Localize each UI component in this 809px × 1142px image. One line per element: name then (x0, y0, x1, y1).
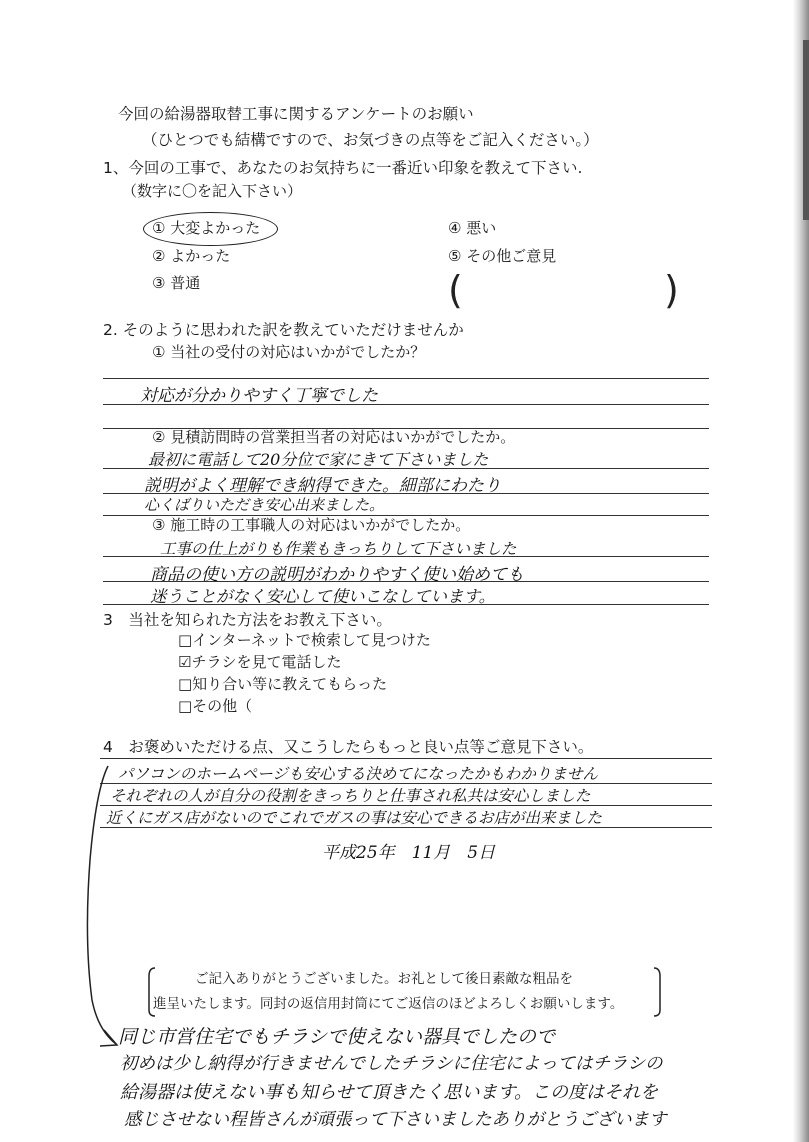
q3-option-flyer: ☑チラシを見て電話した (178, 653, 342, 671)
q1-option-1: ① 大変よかった (152, 219, 261, 237)
date: 平成25年 11月 5日 (322, 843, 496, 863)
q3-question: 3 当社を知られた方法をお教え下さい。 (103, 611, 392, 629)
q2-sub1-answer: 対応が分かりやすく丁寧でした (140, 386, 378, 406)
q4-answer-3: 近くにガス店がないのでこれでガスの事は安心できるお店が出来ました (106, 809, 603, 827)
form-subtitle: （ひとつでも結構ですので、お気づきの点等をご記入ください。） (142, 131, 599, 149)
q2-sub3-answer-1: 工事の仕上がりも作業もきっちりして下さいました (160, 540, 517, 558)
extra-comment-line-2: 初めは少し納得が行きませんでしたチラシに住宅によってはチラシの (120, 1054, 663, 1074)
q2-sub2-question: ② 見積訪問時の営業担当者の対応はいかがでしたか。 (152, 428, 516, 446)
q1-option-3: ③ 普通 (152, 274, 201, 292)
q2-sub3-answer-2: 商品の使い方の説明がわかりやすく使い始めても (150, 565, 524, 585)
q2-sub1-question: ① 当社の受付の対応はいかがでしたか？ (152, 343, 426, 361)
q1-question: 1、今回の工事で、あなたのお気持ちに一番近い印象を教えて下さい. (103, 159, 583, 177)
q3-option-other: □その他（ (178, 697, 253, 715)
open-paren: ( (448, 268, 463, 312)
q2-sub3-answer-3: 迷うことがなく安心して使いこなしています。 (150, 587, 496, 606)
q1-option-2: ② よかった (152, 247, 231, 265)
closing-note-line1: ご記入ありがとうございました。お礼として後日素敵な粗品を (195, 971, 573, 987)
extra-comment-line-3: 給湯器は使えない事も知らせて頂きたく思います。この度はそれを (120, 1082, 659, 1103)
q2-question: 2. そのように思われた訳を教えていただけませんか (103, 321, 464, 339)
q2-sub2-answer-3: 心くばりいただき安心出来ました。 (144, 496, 385, 514)
q2-sub3-question: ③ 施工時の工事職人の対応はいかがでしたか。 (152, 516, 471, 534)
q3-option-acquaintance: □知り合い等に教えてもらった (178, 675, 388, 693)
q1-option-4: ④ 悪い (448, 219, 497, 237)
q3-option-internet: □インターネットで検索して見つけた (178, 631, 431, 649)
extra-comment-line-4: 感じさせない程皆さんが頑張って下さいましたありがとうございます (124, 1110, 667, 1130)
q2-sub2-answer-2: 説明がよく理解でき納得できた。細部にわたり (144, 476, 501, 496)
q2-sub2-answer-1: 最初に電話して20分位で家にきて下さいました (148, 450, 489, 469)
extra-comment-line-1: 同じ市営住宅でもチラシで使えない器具でしたので (118, 1026, 556, 1048)
q4-answer-1: パソコンのホームページも安心する決めてになったかもわかりません (118, 765, 598, 783)
close-paren: ) (664, 268, 679, 312)
closing-note-line2: 進呈いたします。同封の返信用封筒にてご返信のほどよろしくお願いします。 (153, 996, 624, 1012)
q1-instruction: （数字に〇を記入下さい） (122, 182, 303, 200)
q1-option-5: ⑤ その他ご意見 (448, 247, 557, 265)
form-title: 今回の給湯器取替工事に関するアンケートのお願い (118, 105, 474, 123)
q4-answer-2: それぞれの人が自分の役割をきっちりと仕事され私共は安心しました (110, 787, 591, 805)
q4-question: 4 お褒めいただける点、又こうしたらもっと良い点等ご意見下さい。 (103, 738, 594, 756)
